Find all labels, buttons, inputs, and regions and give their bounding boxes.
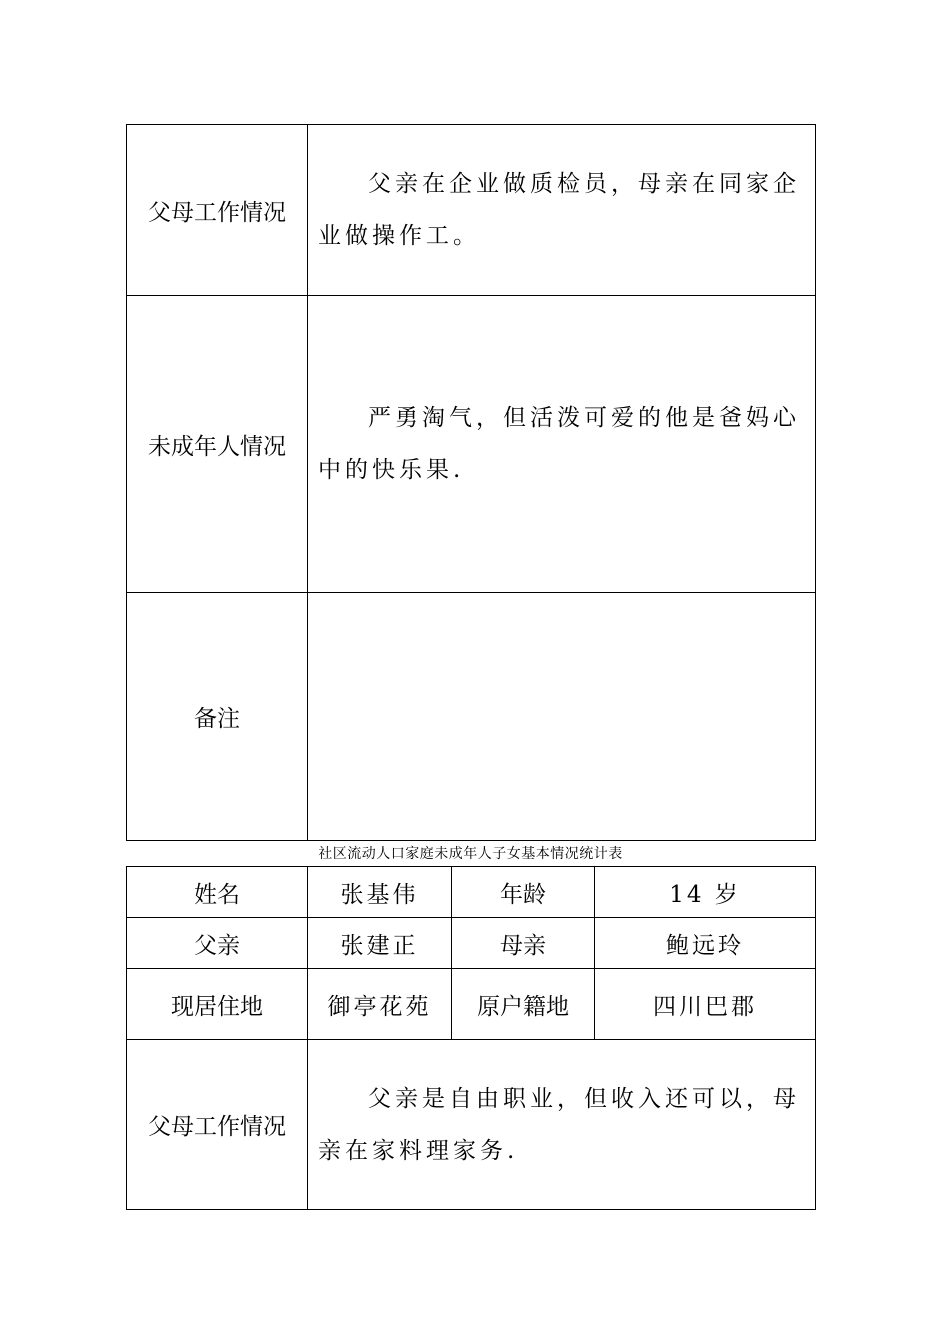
father-value: 张建正: [308, 918, 452, 969]
table-row: [127, 593, 816, 841]
age-value: 14 岁: [595, 867, 816, 918]
mother-label: 母亲: [452, 918, 595, 969]
record-table-2: [126, 866, 816, 1210]
parents-work-label-2: 父母工作情况: [127, 1040, 308, 1210]
table-row: [127, 969, 816, 1040]
mother-value: 鲍远玲: [595, 918, 816, 969]
table-row: [127, 296, 816, 593]
parents-work-text: 父亲在企业做质检员，母亲在同家企业做操作工。: [318, 171, 800, 249]
minor-situation-label: 未成年人情况: [127, 296, 308, 593]
age-label: 年龄: [452, 867, 595, 918]
parents-work-label: 父母工作情况: [127, 125, 308, 296]
name-label: 姓名: [127, 867, 308, 918]
parents-work-text-2: 父亲是自由职业，但收入还可以，母亲在家料理家务.: [318, 1085, 800, 1164]
origin-value: 四川巴郡: [595, 969, 816, 1040]
minor-situation-cell: [308, 296, 816, 593]
parents-work-cell: [308, 125, 816, 296]
table-row: [127, 125, 816, 296]
remarks-label: 备注: [127, 593, 308, 841]
residence-label: 现居住地: [127, 969, 308, 1040]
name-value: 张基伟: [308, 867, 452, 918]
table-row: [127, 1040, 816, 1210]
record-table-1: [126, 124, 816, 841]
residence-value: 御亭花苑: [308, 969, 452, 1040]
minor-situation-text: 严勇淘气，但活泼可爱的他是爸妈心中的快乐果.: [318, 405, 800, 483]
remarks-cell: [308, 593, 816, 841]
origin-label: 原户籍地: [452, 969, 595, 1040]
table-row: [127, 918, 816, 969]
father-label: 父亲: [127, 918, 308, 969]
table-row: [127, 867, 816, 918]
parents-work-cell-2: [308, 1040, 816, 1210]
table-caption: 社区流动人口家庭未成年人子女基本情况统计表: [318, 846, 623, 862]
